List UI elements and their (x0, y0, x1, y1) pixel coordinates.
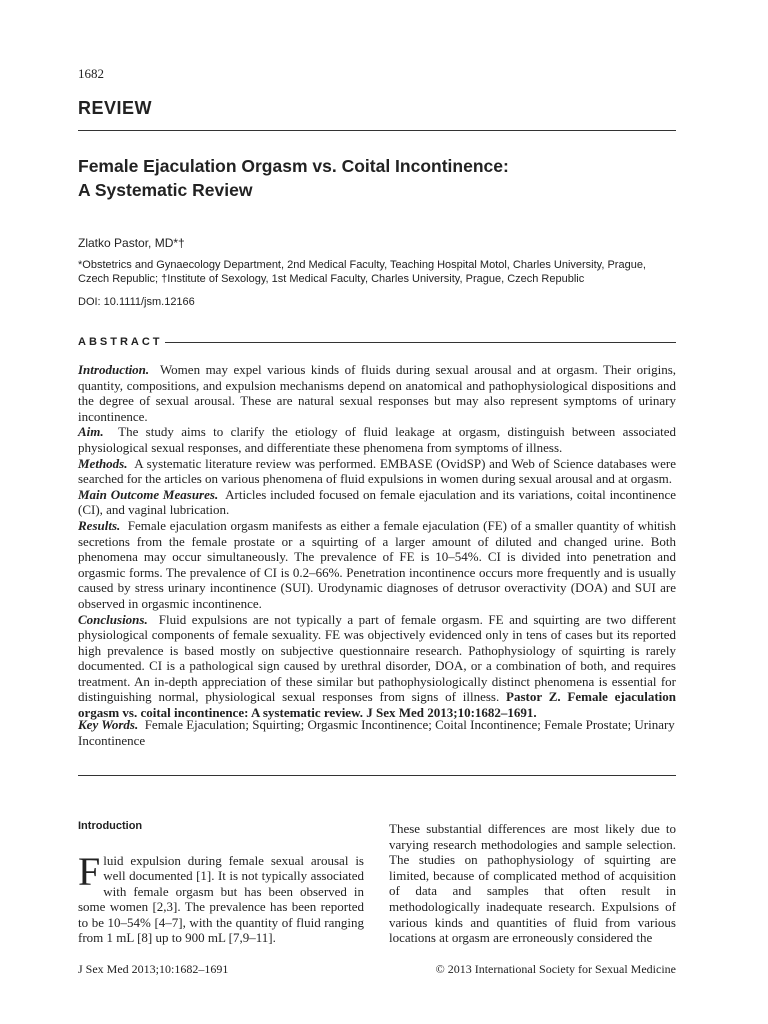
abstract-aim-label: Aim. (78, 424, 104, 440)
abstract-heading-label: ABSTRACT (78, 336, 163, 348)
abstract-methods-label: Methods. (78, 455, 128, 471)
abstract-introduction (78, 362, 676, 424)
author: Zlatko Pastor, MD*† (78, 236, 185, 250)
abstract-conclusions-text: Fluid expulsions are not typically a part of female orgasm. FE and squirting are two different physiological components of female sexuality. FE was objectively evidenced only in tens of cases but its reported high prevalence is based mostly on subjective questionnaire research. Pathophysiology of squirting is rarely documented. CI is a pathological sign caused by urethral disorder, DOA, or a combination of both, and requires treatment. An in-depth appreciation of these similar but pathophysiologically distinct phenomena is essential for distinguishing normal, physiological sexual responses from signs of illness. (78, 611, 677, 705)
footer-copyright: © 2013 International Society for Sexual Medicine (435, 962, 676, 976)
abstract-intro-text: Women may expel various kinds of fluids during sexual arousal and at orgasm. Their origins, quantity, compositions, and expulsion mechanisms depend on anatomical and pathophysiological dispositions and the degree of sexual arousal. These are natural sexual responses but may also represent symptoms of urinary incontinence. (78, 362, 676, 424)
abstract-citation: Pastor Z. Female ejaculation orgasm vs. coital incontinence: A systematic review. J Sex Med 2013;10:1682–1691. (78, 689, 677, 721)
abstract-conclusions-label: Conclusions. (78, 611, 148, 627)
drop-cap: F (78, 849, 101, 894)
affiliations: *Obstetrics and Gynaecology Department, 2nd Medical Faculty, Teaching Hospital Motol, Charles University, Prague, Czech Republic; †Institute of Sexology, 1st Medical Faculty, Charles University, Prague, Czech Republic (78, 259, 646, 285)
section-heading-introduction: Introduction (78, 820, 143, 832)
body-column-left (78, 849, 364, 946)
abstract-heading-rule (165, 342, 677, 343)
keywords (78, 717, 676, 748)
abstract-heading (78, 336, 676, 348)
abstract-methods-text: A systematic literature review was performed. EMBASE (OvidSP) and Web of Science databases were searched for the articles on various phenomena of fluid expulsions in women during sexual arousal and at orgasm. (78, 455, 676, 487)
abstract (78, 362, 676, 721)
abstract-end-rule (78, 775, 676, 776)
abstract-measures-text: Articles included focused on female ejaculation and its variations, coital incontinence (CI), and vaginal lubrication. (78, 486, 676, 518)
article-title (78, 154, 678, 202)
title-line-2: A Systematic Review (78, 180, 253, 200)
footer-citation: J Sex Med 2013;10:1682–1691 (78, 962, 229, 976)
body-column-right: These substantial differences are most likely due to varying research methodologies and sample selection. The studies on pathophysiology of squirting are limited, because of complicated method of acquisition of data and samples that often result in methodologically inadequate research. Expulsions of various kinds and quantities of fluid from various locations at orgasm are erroneously considered the (389, 821, 676, 946)
keywords-label: Key Words. (78, 717, 139, 732)
abstract-results (78, 518, 676, 612)
section-label: REVIEW (78, 98, 153, 118)
keywords-text: Female Ejaculation; Squirting; Orgasmic Incontinence; Coital Incontinence; Female Prostate; Urinary Incontinence (78, 717, 675, 748)
intro-paragraph-left: luid expulsion during female sexual arousal is well documented [1]. It is not typically associated with female orgasm but has been observed in some women [2,3]. The prevalence has been reported to be 10–54% [4–7], with the quantity of fluid ranging from 1 mL [8] up to 900 mL [7,9–11]. (78, 853, 364, 946)
abstract-conclusions (78, 612, 676, 721)
abstract-measures (78, 487, 676, 518)
abstract-aim (78, 424, 676, 455)
header-rule (78, 130, 676, 131)
abstract-intro-label: Introduction. (78, 362, 150, 377)
doi: DOI: 10.1111/jsm.12166 (78, 296, 195, 308)
page-number: 1682 (78, 66, 104, 81)
abstract-results-text: Female ejaculation orgasm manifests as either a female ejaculation (FE) of a smaller quantity of whitish secretions from the female prostate or a squirting of a larger amount of diluted and changed urine. Both phenomena may occur simultaneously. The prevalence of FE is 10–54%. CI is divided into penetration and orgasmic forms. The prevalence of CI is 0.2–66%. Penetration incontinence occurs more frequently and is usually caused by stress urinary incontinence (SUI). Urodynamic diagnoses of detrusor overactivity (DOA) and SUI are observed in orgasmic incontinence. (78, 517, 677, 611)
abstract-methods (78, 456, 676, 487)
abstract-measures-label: Main Outcome Measures. (78, 486, 219, 502)
abstract-results-label: Results. (78, 517, 121, 533)
title-line-1: Female Ejaculation Orgasm vs. Coital Incontinence: (78, 156, 509, 176)
abstract-aim-text: The study aims to clarify the etiology of fluid leakage at orgasm, distinguish between associated physiological sexual responses, and differentiate these phenomena from symptoms of illness. (78, 424, 676, 455)
